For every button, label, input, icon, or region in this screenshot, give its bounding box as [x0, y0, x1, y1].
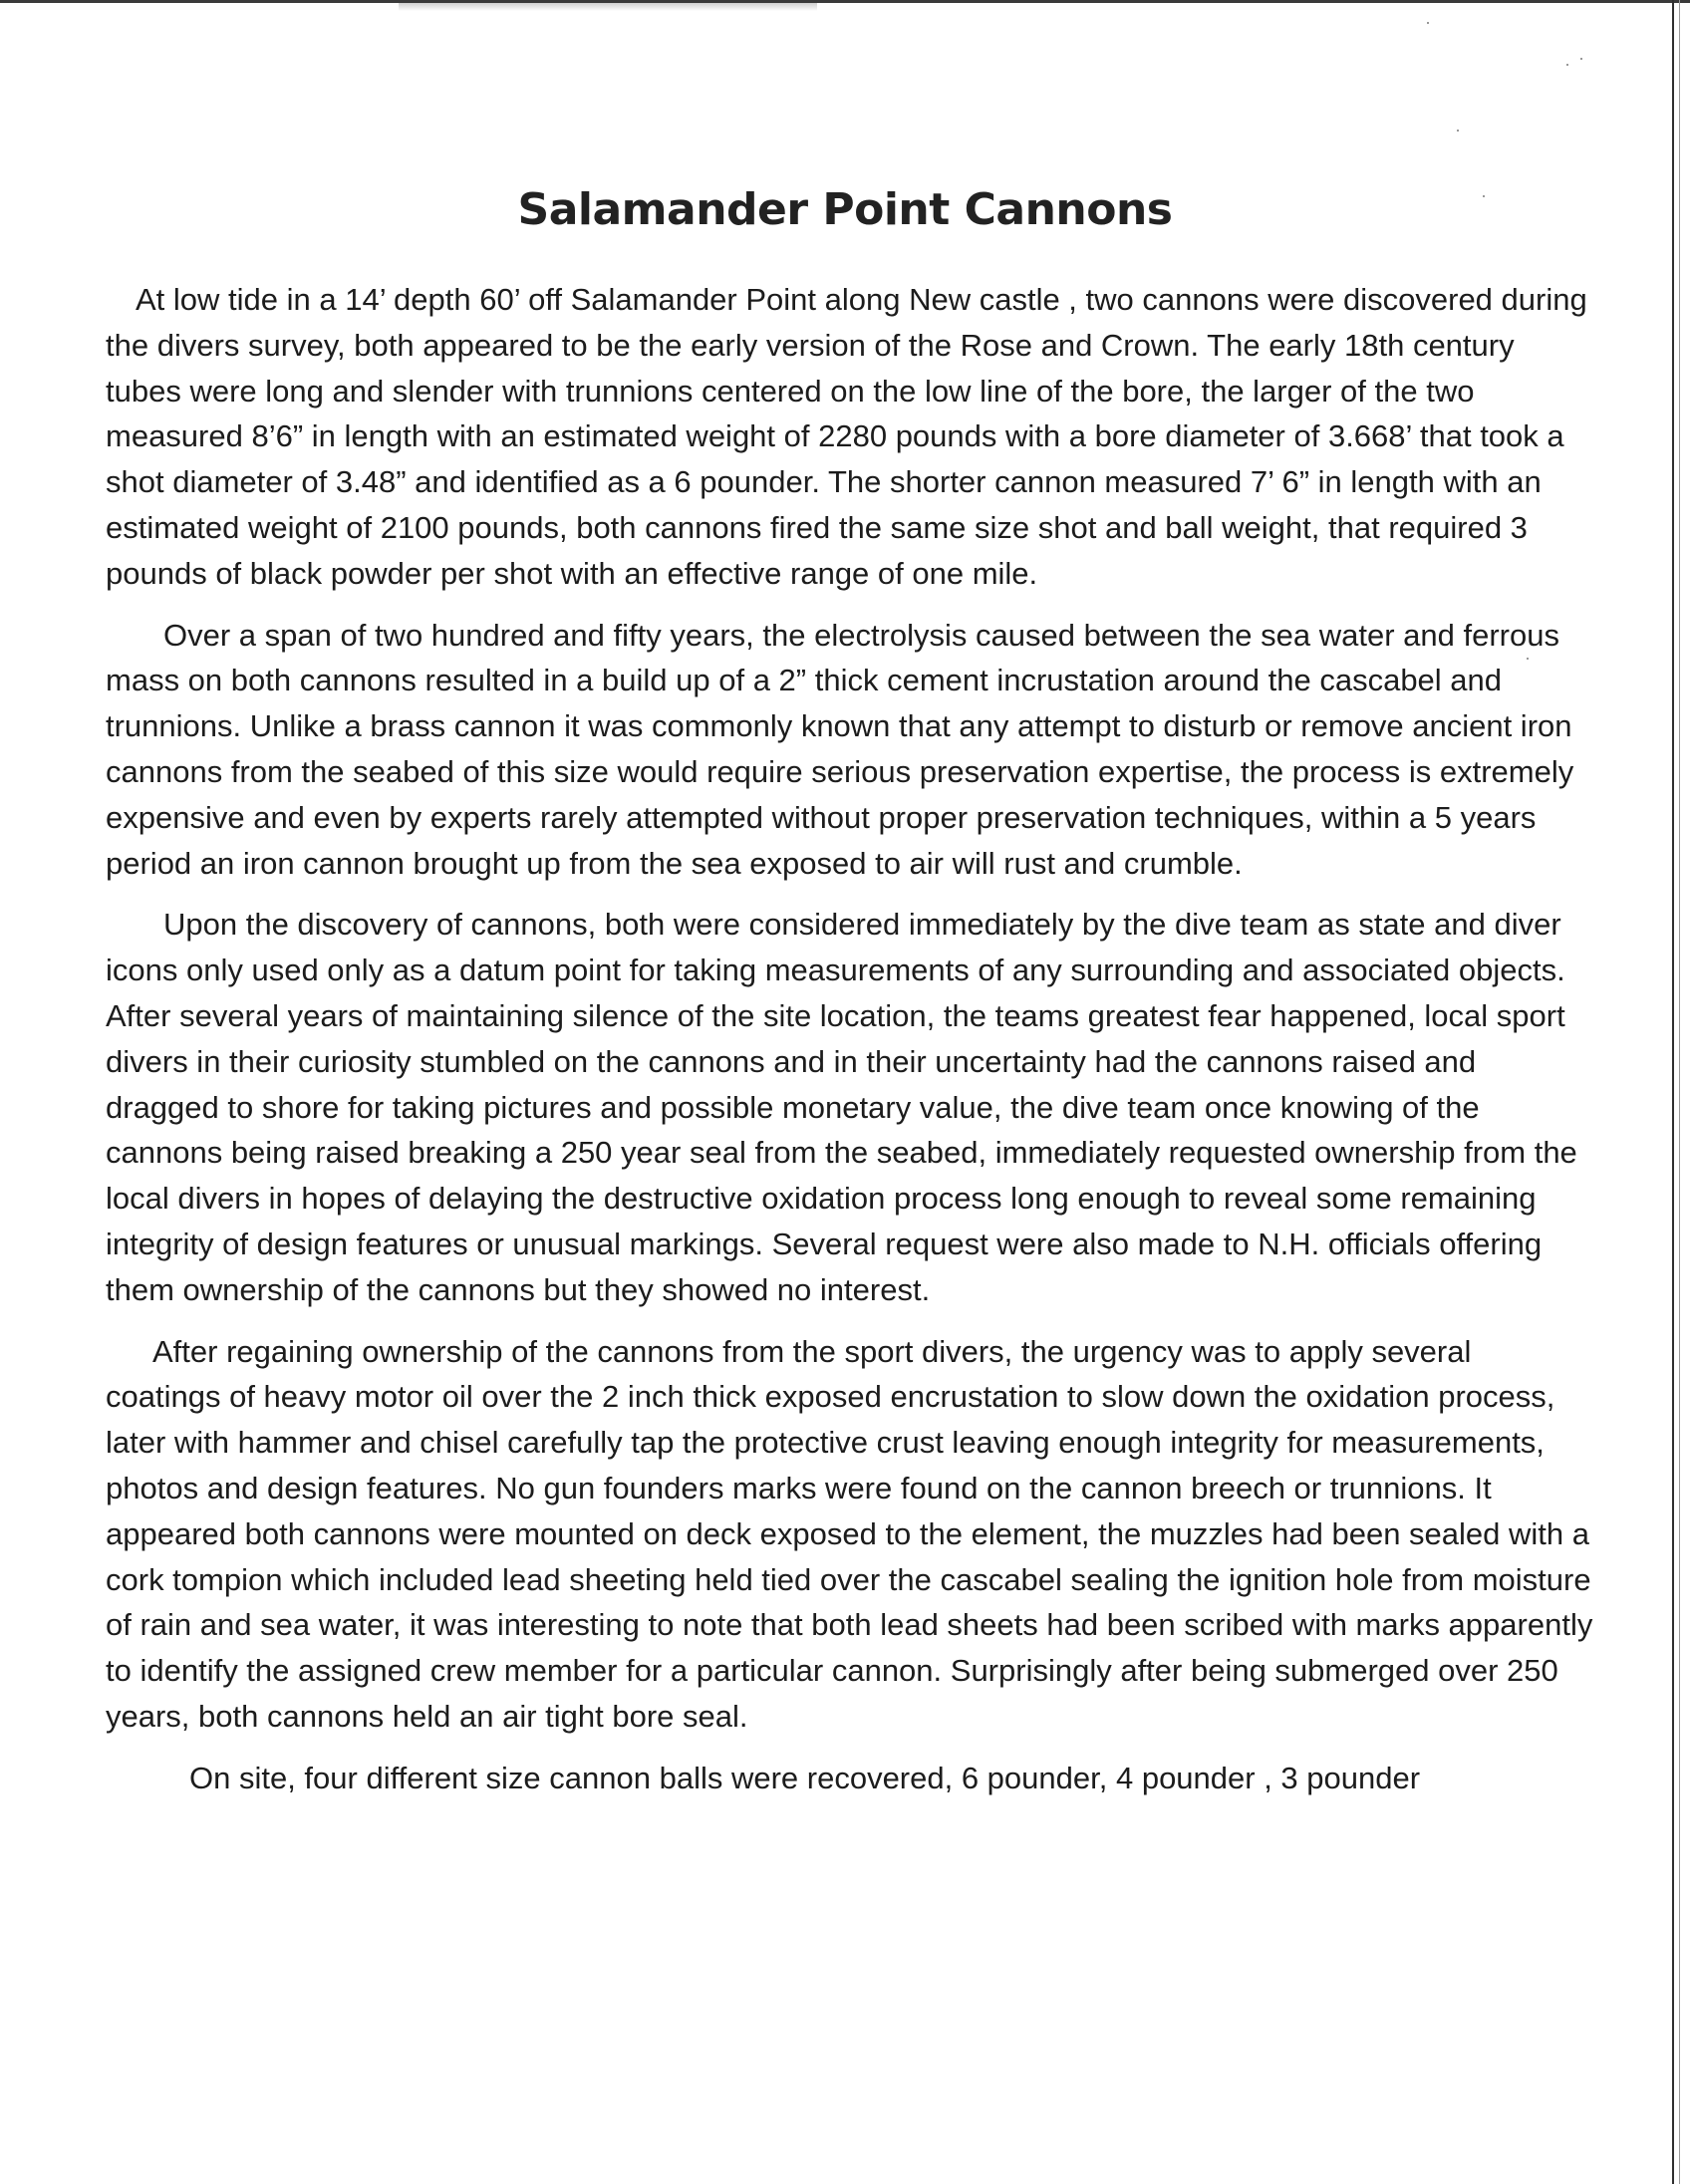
paragraph-cannon-balls: On site, four different size cannon balls were recovered, 6 pounder, 4 pounder , 3 pounder — [189, 1760, 1421, 1795]
scan-speck — [1427, 22, 1429, 24]
scan-smudge — [399, 3, 817, 11]
paragraph-electrolysis: Over a span of two hundred and fifty years, the electrolysis caused between the sea water and ferrous mass on both cannons resulted in a build up of a 2” thick cement incrustation around the cascabel and trunnions. Unlike a brass cannon it was commonly known that any attempt to disturb or remove ancient iron cannons from the seabed of this size would require serious preservation expertise, the process is extremely expensive and even by experts rarely attempted without proper preservation techniques, within a 5 years period an iron cannon brought up from the sea exposed to air will rust and crumble. — [106, 617, 1574, 881]
paragraph-ownership: Upon the discovery of cannons, both were considered immediately by the dive team as state and diver icons only used only as a datum point for taking measurements of any surrounding and associated objects. After several years of maintaining silence of the site location, the teams greatest fear happened, local sport divers in their curiosity stumbled on the cannons and in their uncertainty had the cannons raised and dragged to shore for taking pictures and possible monetary value, the dive team once knowing of the cannons being raised breaking a 250 year seal from the seabed, immediately requested ownership from the local divers in hopes of delaying the destructive oxidation process long enough to reveal some remaining integrity of design features or unusual markings. Several request were also made to N.H. officials offering them ownership of the cannons but they showed no interest. — [106, 907, 1577, 1307]
page-title: Salamander Point Cannons — [517, 184, 1173, 235]
document-body — [106, 277, 1594, 1817]
scan-right-edge — [1672, 0, 1674, 2184]
paragraph-preservation: After regaining ownership of the cannons from the sport divers, the urgency was to apply several coatings of heavy motor oil over the 2 inch thick exposed encrustation to slow down the oxidation process, later with hammer and chisel carefully tap the protective crust leaving enough integrity for measurements, photos and design features. No gun founders marks were found on the cannon breech or trunnions. It appeared both cannons were mounted on deck exposed to the element, the muzzles had been sealed with a cork tompion which included lead sheeting held tied over the cascabel sealing the ignition hole from moisture of rain and sea water, it was interesting to note that both lead sheets had been scribed with marks apparently to identify the assigned crew member for a particular cannon. Surprisingly after being submerged over 250 years, both cannons held an air tight bore seal. — [106, 1333, 1593, 1734]
scan-speck — [1457, 130, 1459, 132]
paragraph-discovery: At low tide in a 14’ depth 60’ off Salamander Point along New castle , two cannons were discovered during the divers survey, both appeared to be the early version of the Rose and Crown. The early 18th century tubes were long and slender with trunnions centered on the low line of the bore, the larger of the two measured 8’6” in length with an estimated weight of 2280 pounds with a bore diameter of 3.668’ that took a shot diameter of 3.48” and identified as a 6 pounder. The shorter cannon measured 7’ 6” in length with an estimated weight of 2100 pounds, both cannons fired the same size shot and ball weight, that required 3 pounds of black powder per shot with an effective range of one mile. — [106, 282, 1587, 591]
scan-speck — [1566, 64, 1568, 66]
scan-top-edge — [0, 0, 1690, 3]
scan-speck — [1580, 58, 1582, 60]
scan-right-edge-shadow — [1679, 0, 1680, 2184]
